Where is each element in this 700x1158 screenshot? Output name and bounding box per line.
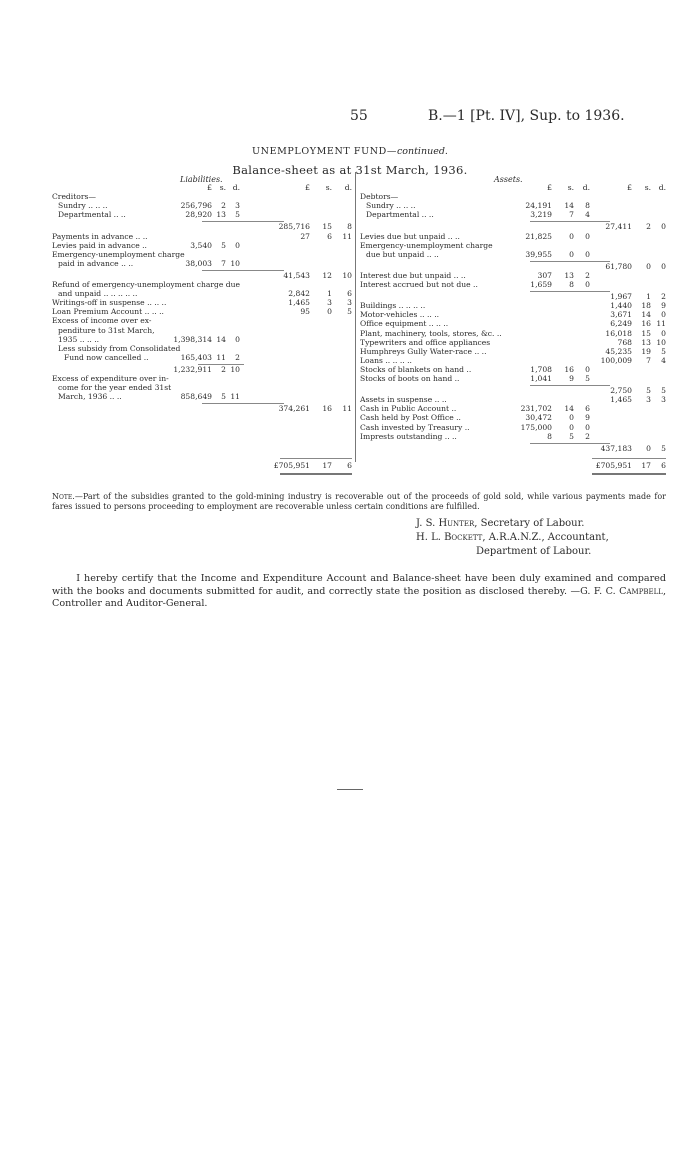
amount-outer: 5	[661, 346, 666, 356]
amount-inner: 3,540	[190, 240, 212, 250]
page-number: 55	[350, 108, 368, 124]
line-description: Stocks of boots on hand ..	[360, 374, 460, 383]
amount-inner: 0	[235, 334, 240, 344]
signature-accountant	[416, 532, 609, 543]
amount-outer: 4	[661, 355, 666, 365]
subtotal-rule	[202, 403, 284, 404]
subtotal-rule	[530, 221, 610, 222]
line-description: Typewriters and office appliances	[360, 337, 491, 347]
amount-inner: 8	[547, 431, 552, 441]
amount-outer: 10	[656, 337, 666, 347]
amount-outer: 285,716	[278, 222, 310, 232]
amount-outer: 13	[641, 337, 651, 347]
signatory-title: A.R.A.N.Z., Accountant,	[485, 532, 609, 543]
line-description: Assets in suspense .. ..	[360, 395, 447, 405]
amount-inner: 28,920	[185, 210, 212, 220]
amount-inner: 0	[569, 422, 574, 432]
amount-outer: 45,235	[605, 346, 632, 356]
total-amount: 17	[322, 461, 332, 470]
amount-outer: 0	[661, 310, 666, 320]
total-amount: £705,951	[595, 461, 632, 470]
amount-outer: 1,440	[610, 301, 632, 311]
amount-inner: 3	[235, 201, 240, 211]
subtotal-rule	[202, 221, 284, 222]
amount-outer: 3,671	[610, 310, 632, 320]
amount-inner: 8	[569, 280, 574, 289]
amount-inner: 10	[230, 364, 240, 374]
amount-inner: 7	[221, 258, 226, 268]
amount-outer: 0	[646, 443, 651, 453]
line-description: Interest accrued but not due ..	[360, 280, 478, 289]
amount-inner: 1,041	[530, 374, 552, 383]
column-head-outer: s.	[644, 183, 651, 192]
amount-outer: 41,543	[283, 270, 310, 280]
line-description: Sundry .. .. ..	[366, 201, 416, 211]
amount-inner: 13	[564, 270, 574, 280]
amount-inner: 5	[221, 392, 226, 402]
column-head-inner: £	[207, 183, 212, 192]
amount-inner: 0	[569, 413, 574, 423]
amount-inner: 38,003	[185, 258, 212, 268]
fund-title-text: UNEMPLOYMENT FUND—	[252, 146, 397, 157]
subtotal-rule	[530, 291, 610, 292]
total-row	[52, 462, 352, 471]
column-heads	[52, 184, 352, 193]
amount-outer: 0	[661, 222, 666, 232]
amount-outer: 5	[661, 386, 666, 396]
column-head-inner: d.	[232, 183, 240, 192]
line-description: paid in advance .. ..	[58, 258, 134, 268]
amount-inner: 30,472	[525, 413, 552, 423]
ledger-row	[360, 211, 666, 220]
amount-outer: 11	[342, 231, 352, 241]
line-description: Refund of emergency-unemployment charge due	[52, 280, 241, 289]
amount-inner: 11	[230, 392, 240, 402]
assets-column	[360, 184, 666, 470]
total-row	[360, 462, 666, 471]
line-description: Creditors—	[52, 192, 96, 202]
line-description: 1935 .. .. ..	[58, 334, 100, 344]
ledger-row	[52, 405, 352, 414]
line-description: Fund now cancelled ..	[64, 352, 149, 362]
column-heads	[360, 184, 666, 193]
line-description: Imprests outstanding .. ..	[360, 431, 457, 441]
total-rule-bottom	[280, 473, 352, 475]
total-rule-top	[592, 458, 666, 459]
line-description: Departmental .. ..	[58, 210, 126, 220]
amount-outer: 1,465	[288, 298, 310, 308]
ledger-row	[360, 375, 666, 384]
signatory-name: J. S. Hunter,	[416, 518, 478, 529]
amount-outer: 374,261	[278, 404, 310, 414]
amount-outer: 11	[342, 404, 352, 414]
line-description: Stocks of blankets on hand ..	[360, 364, 472, 374]
ledger-row	[360, 433, 666, 442]
subtotal-rule	[530, 261, 610, 262]
amount-inner: 0	[235, 240, 240, 250]
amount-outer: 0	[661, 328, 666, 338]
parliamentary-paper-reference: B.—1 [Pt. IV], Sup. to 1936.	[428, 108, 625, 124]
amount-inner: 13	[216, 210, 226, 220]
amount-outer: 5	[646, 386, 651, 396]
amount-outer: 12	[322, 270, 332, 280]
line-description: Levies paid in advance ..	[52, 240, 147, 250]
note-text: —Part of the subsidies granted to the gold-mining industry is recoverable out of the proceeds of gold sold, while various payments made for fares issued to persons proceeding to employment are recoverable unless certain conditions are fulfilled.	[52, 492, 666, 511]
amount-outer: 2,842	[288, 289, 310, 299]
line-description: Levies due but unpaid .. ..	[360, 231, 460, 241]
amount-inner: 16	[564, 364, 574, 374]
amount-outer: 16,018	[605, 328, 632, 338]
amount-inner: 2	[221, 364, 226, 374]
amount-inner: 0	[585, 422, 590, 432]
line-description: Writings-off in suspense .. .. ..	[52, 298, 167, 308]
amount-inner: 24,191	[525, 201, 552, 211]
amount-outer: 27	[300, 231, 310, 241]
amount-outer: 3	[327, 298, 332, 308]
amount-outer: 0	[327, 307, 332, 317]
amount-outer: 7	[646, 355, 651, 365]
amount-outer: 16	[322, 404, 332, 414]
amount-outer: 437,183	[600, 443, 632, 453]
amount-inner: 231,702	[520, 404, 552, 414]
amount-inner: 256,796	[180, 201, 212, 211]
amount-inner: 0	[569, 231, 574, 241]
amount-outer: 95	[300, 307, 310, 317]
line-description: Excess of income over ex-	[52, 316, 152, 326]
ledger-row	[360, 281, 666, 290]
certificate-text: I hereby certify that the Income and Expenditure Account and Balance-sheet have been duly examined and compared with the books and documents submitted for audit, and correctly state the position as disclosed thereby. —G. F. C.	[52, 573, 666, 597]
line-description: Excess of expenditure over in-	[52, 374, 169, 383]
column-divider	[355, 172, 356, 462]
amount-outer: 18	[641, 301, 651, 311]
column-head-outer: s.	[325, 183, 332, 192]
amount-inner: 39,955	[525, 249, 552, 259]
amount-inner: 2	[235, 352, 240, 362]
amount-outer: 6,249	[610, 319, 632, 329]
line-description: penditure to 31st March,	[58, 325, 155, 335]
line-description: Interest due but unpaid .. ..	[360, 270, 466, 280]
line-description: Buildings .. .. .. ..	[360, 301, 426, 311]
amount-outer: 27,411	[605, 222, 632, 232]
amount-outer: 6	[327, 231, 332, 241]
line-description: Cash invested by Treasury ..	[360, 422, 470, 432]
amount-outer: 15	[641, 328, 651, 338]
amount-inner: 6	[585, 404, 590, 414]
amount-inner: 2	[585, 270, 590, 280]
amount-outer: 11	[656, 319, 666, 329]
amount-outer: 16	[641, 319, 651, 329]
amount-outer: 14	[641, 310, 651, 320]
amount-outer: 1,967	[610, 292, 632, 302]
amount-outer: 19	[641, 346, 651, 356]
column-head-inner: £	[547, 183, 552, 192]
amount-outer: 768	[617, 337, 632, 347]
amount-inner: 165,403	[180, 352, 212, 362]
amount-inner: 1,659	[530, 280, 552, 289]
amount-outer: 3	[347, 298, 352, 308]
liabilities-column	[52, 184, 352, 470]
line-description: come for the year ended 31st	[58, 383, 172, 393]
line-description: and unpaid .. .. .. .. ..	[58, 289, 138, 299]
line-description: Motor-vehicles .. .. ..	[360, 310, 440, 320]
assets-heading: Assets.	[494, 175, 523, 184]
amount-inner: 14	[564, 201, 574, 211]
total-rule-bottom	[592, 473, 666, 475]
line-description: Loans .. .. .. ..	[360, 355, 412, 365]
note-label: Note.	[52, 492, 75, 501]
amount-inner: 9	[585, 413, 590, 423]
auditor-name: Campbell,	[619, 585, 666, 597]
amount-inner: 14	[564, 404, 574, 414]
total-amount: 6	[347, 461, 352, 470]
fund-title	[0, 146, 700, 157]
ledger-row	[52, 393, 352, 402]
amount-inner: 5	[235, 210, 240, 220]
line-description: Cash in Public Account ..	[360, 404, 457, 414]
column-head-inner: s.	[219, 183, 226, 192]
subtotal-rule	[530, 443, 610, 444]
signatory-name: H. L. Bockett,	[416, 532, 486, 543]
line-description: due but unpaid .. ..	[366, 249, 439, 259]
amount-inner: 5	[569, 431, 574, 441]
column-head-outer: d.	[344, 183, 352, 192]
audit-certificate	[52, 573, 666, 611]
signature-secretary	[416, 518, 584, 529]
amount-outer: 8	[347, 222, 352, 232]
ledger-row	[52, 354, 352, 363]
line-description: March, 1936 .. ..	[58, 392, 122, 402]
amount-outer: 15	[322, 222, 332, 232]
amount-outer: 100,009	[600, 355, 632, 365]
amount-inner: 4	[585, 210, 590, 220]
amount-outer: 0	[661, 261, 666, 271]
liabilities-heading: Liabilities.	[180, 175, 223, 184]
amount-inner: 5	[585, 374, 590, 383]
section-end-dash	[337, 789, 363, 790]
line-description: Office equipment .. .. ..	[360, 319, 449, 329]
line-description: Emergency-unemployment charge	[360, 240, 493, 250]
amount-inner: 0	[585, 231, 590, 241]
ledger-row	[360, 445, 666, 454]
amount-inner: 175,000	[520, 422, 552, 432]
amount-outer: 5	[347, 307, 352, 317]
line-description: Debtors—	[360, 192, 399, 202]
amount-inner: 5	[221, 240, 226, 250]
amount-inner: 0	[585, 249, 590, 259]
line-description: Less subsidy from Consolidated	[58, 343, 181, 353]
column-head-outer: £	[627, 183, 632, 192]
line-description: Emergency-unemployment charge	[52, 249, 185, 259]
amount-outer: 2,750	[610, 386, 632, 396]
amount-inner: 7	[569, 210, 574, 220]
line-description: Payments in advance .. ..	[52, 231, 148, 241]
signatory-title: Secretary of Labour.	[477, 518, 585, 529]
amount-inner: 8	[585, 201, 590, 211]
amount-outer: 6	[347, 289, 352, 299]
amount-inner: 9	[569, 374, 574, 383]
ledger-row	[52, 260, 352, 269]
subtotal-rule	[202, 270, 284, 271]
line-description: Cash held by Post Office ..	[360, 413, 461, 423]
total-amount: £705,951	[273, 461, 310, 470]
total-amount: 17	[641, 461, 651, 470]
signature-department: Department of Labour.	[476, 546, 592, 557]
line-description: Plant, machinery, tools, stores, &c. ..	[360, 328, 502, 338]
amount-inner: 0	[569, 249, 574, 259]
total-amount: 6	[661, 461, 666, 470]
amount-inner: 2	[221, 201, 226, 211]
column-head-outer: £	[305, 183, 310, 192]
column-head-inner: d.	[582, 183, 590, 192]
amount-outer: 3	[661, 395, 666, 405]
amount-outer: 1,465	[610, 395, 632, 405]
amount-inner: 14	[216, 334, 226, 344]
amount-outer: 9	[661, 301, 666, 311]
line-description: Sundry .. .. ..	[58, 201, 108, 211]
balance-sheet-title: Balance-sheet as at 31st March, 1936.	[232, 163, 468, 177]
note-paragraph	[52, 492, 666, 512]
amount-outer: 2	[661, 292, 666, 302]
page-header	[0, 108, 700, 128]
amount-inner: 21,825	[525, 231, 552, 241]
amount-inner: 10	[230, 258, 240, 268]
amount-outer: 3	[646, 395, 651, 405]
total-rule-top	[280, 458, 352, 459]
amount-inner: 11	[216, 352, 226, 362]
amount-outer: 61,780	[605, 261, 632, 271]
amount-inner: 0	[585, 280, 590, 289]
amount-inner: 0	[585, 364, 590, 374]
amount-inner: 1,232,911	[173, 364, 212, 374]
column-head-inner: s.	[567, 183, 574, 192]
amount-outer: 1	[327, 289, 332, 299]
subtotal-rule	[530, 385, 610, 386]
amount-outer: 2	[646, 222, 651, 232]
ledger-row	[360, 251, 666, 260]
auditor-title: Controller and Auditor-General.	[52, 598, 208, 609]
fund-title-continued: continued.	[396, 146, 448, 157]
amount-outer: 1	[646, 292, 651, 302]
amount-inner: 2	[585, 431, 590, 441]
amount-inner: 307	[537, 270, 552, 280]
amount-inner: 1,708	[530, 364, 552, 374]
amount-outer: 0	[646, 261, 651, 271]
line-description: Departmental .. ..	[366, 210, 434, 220]
amount-outer: 10	[342, 270, 352, 280]
line-description: Humphreys Gully Water-race .. ..	[360, 346, 487, 356]
amount-outer: 5	[661, 443, 666, 453]
amount-inner: 858,649	[180, 392, 212, 402]
column-head-outer: d.	[658, 183, 666, 192]
amount-inner: 3,219	[530, 210, 552, 220]
line-description: Loan Premium Account .. .. ..	[52, 307, 164, 317]
amount-inner: 1,398,314	[173, 334, 212, 344]
ledger-row	[52, 211, 352, 220]
